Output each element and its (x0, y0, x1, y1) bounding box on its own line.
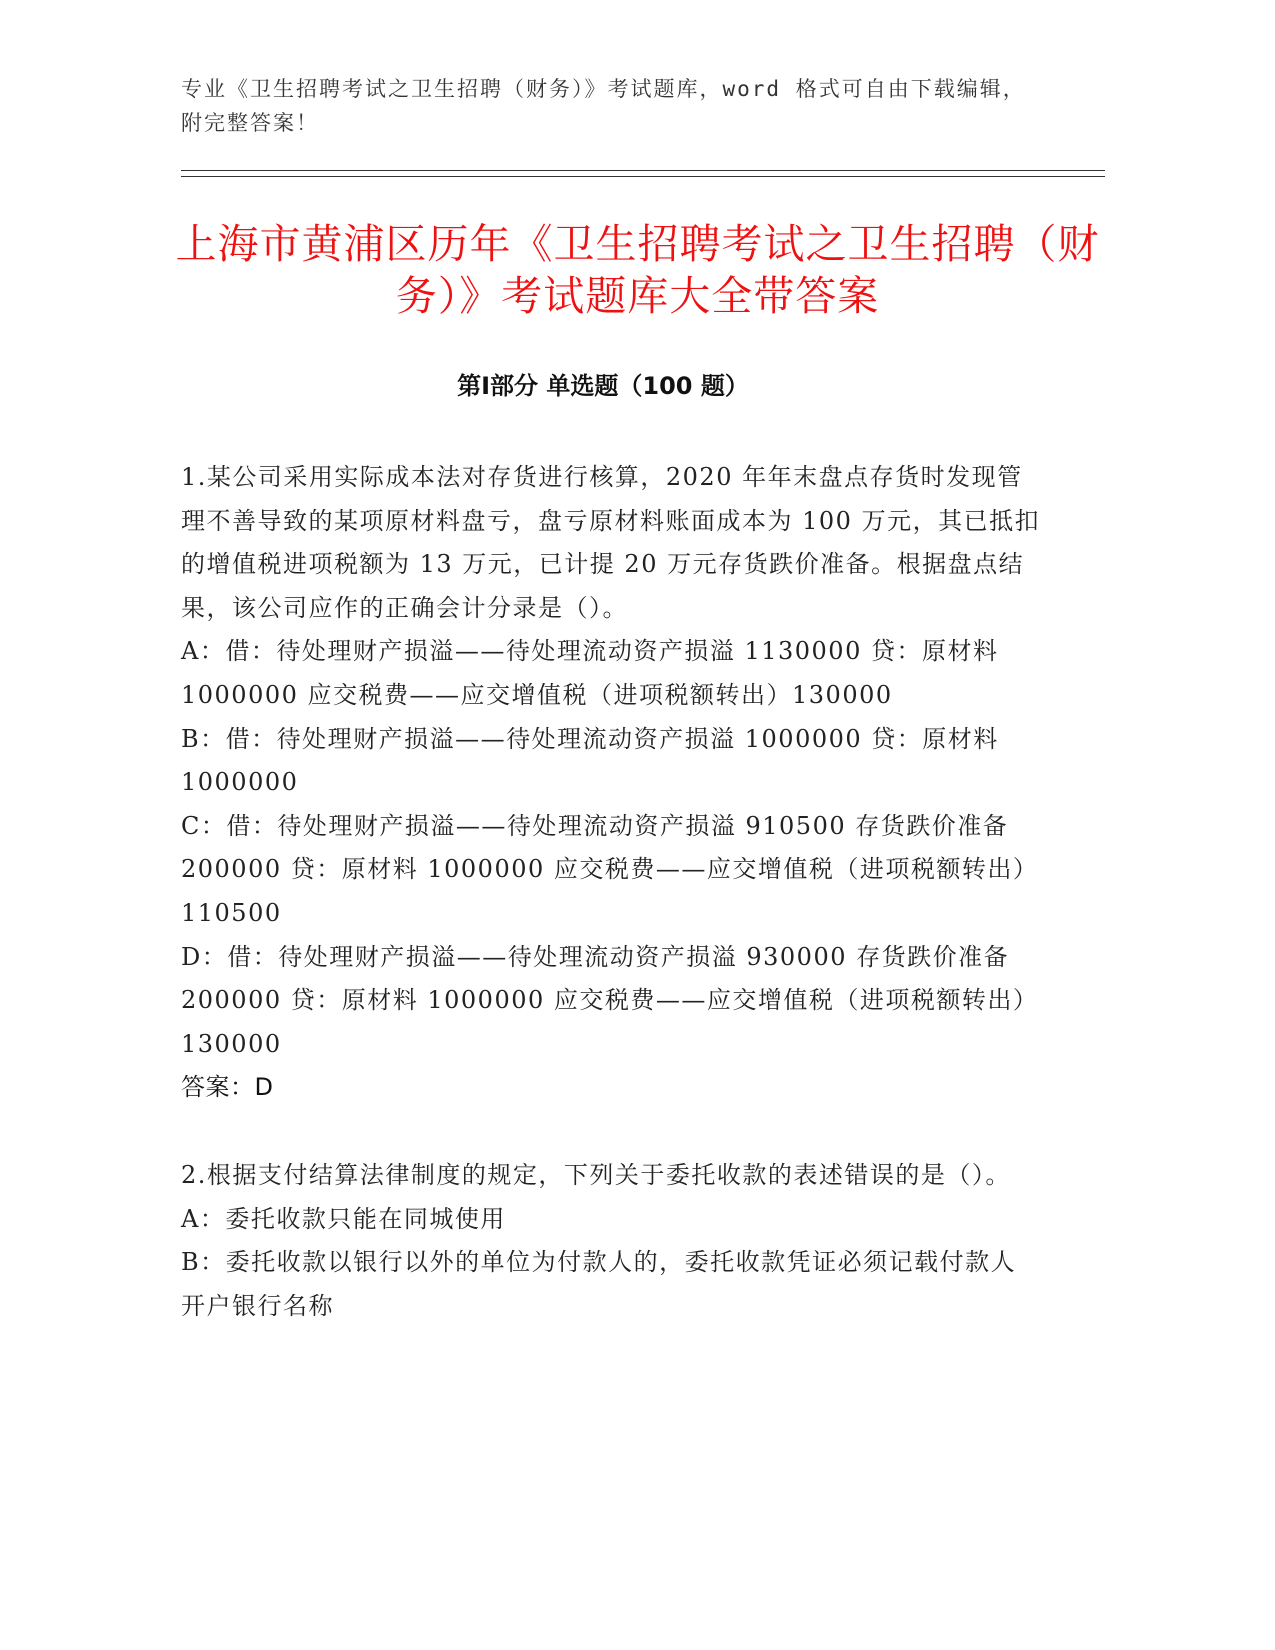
option-c: C：借：待处理财产损溢——待处理流动资产损溢 910500 存货跌价准备 200000 贷：原材料 1000000 应交税费——应交增值税（进项税额转出）110500 (181, 811, 1039, 927)
section-heading: 第Ⅰ部分 单选题（100 题） (457, 372, 749, 400)
option-b: B：借：待处理财产损溢——待处理流动资产损溢 1000000 贷：原材料 1000000 (181, 724, 999, 797)
question-stem: 2.根据支付结算法律制度的规定，下列关于委托收款的表述错误的是（）。 (181, 1160, 1011, 1189)
question-1 (181, 456, 1041, 1110)
option-a: A：委托收款只能在同城使用 (181, 1204, 506, 1233)
header-divider-top (181, 170, 1105, 171)
question-2 (181, 1154, 1041, 1328)
header-note: 专业《卫生招聘考试之卫生招聘（财务）》考试题库，word 格式可自由下载编辑，附完整答案！ (181, 77, 1026, 135)
document-title: 上海市黄浦区历年《卫生招聘考试之卫生招聘（财务）》考试题库大全带答案 (175, 220, 1100, 320)
option-a: A：借：待处理财产损溢——待处理流动资产损溢 1130000 贷：原材料 1000000 应交税费——应交增值税（进项税额转出）130000 (181, 637, 999, 709)
question-stem: 1.某公司采用实际成本法对存货进行核算，2020 年年末盘点存货时发现管理不善导致的某项原材料盘亏，盘亏原材料账面成本为 100 万元，其已抵扣的增值税进项税额为 13 万元，已计提 20 万元存货跌价准备。根据盘点结果，该公司应作的正确会计分录是（）。 (181, 463, 1041, 622)
header-divider-bottom (181, 176, 1105, 177)
question-list (181, 456, 1041, 1372)
option-d: D：借：待处理财产损溢——待处理流动资产损溢 930000 存货跌价准备 200000 贷：原材料 1000000 应交税费——应交增值税（进项税额转出）130000 (181, 942, 1039, 1058)
answer-label: 答案：D (181, 1073, 274, 1102)
option-b: B：委托收款以银行以外的单位为付款人的，委托收款凭证必须记载付款人开户银行名称 (181, 1248, 1017, 1320)
